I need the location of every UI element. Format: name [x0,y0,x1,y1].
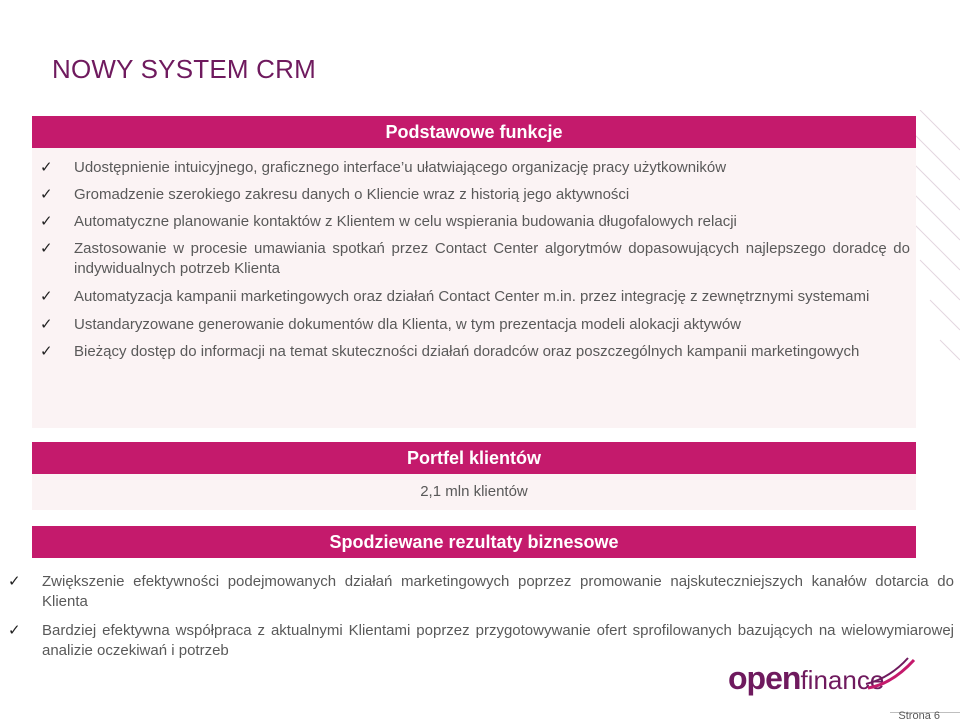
list-item: ✓ Bieżący dostęp do informacji na temat skuteczności działań doradców oraz poszczególnych kampanii marketingowych [40,343,860,360]
checkmark-icon: ✓ [8,622,21,639]
list-item: ✓ Automatyzacja kampanii marketingowych oraz działań Contact Center m.in. przez integrację z zewnętrznymi systemami [40,288,870,305]
list-item: ✓ Zastosowanie w procesie umawiania spotkań przez Contact Center algorytmów dopasowujących najlepszego doradcę do indywidualnych potrzeb Klienta [40,240,910,277]
section-heading-client-portfolio [32,442,916,474]
section-heading-expected-results [32,526,916,558]
checkmark-icon: ✓ [40,213,53,230]
section-heading-label: Spodziewane rezultaty biznesowe [329,532,619,552]
expected-results-list [0,572,960,670]
logo-finance: finance [800,665,885,695]
open-finance-logo [728,660,884,700]
checkmark-icon: ✓ [40,240,53,257]
list-item: ✓ Udostępnienie intuicyjnego, graficznego interface’u ułatwiającego organizację pracy użytkowników [40,159,727,176]
checkmark-icon: ✓ [8,573,21,590]
section-heading-basic-functions [32,116,916,148]
checkmark-icon: ✓ [40,186,53,203]
list-item: ✓ Ustandaryzowane generowanie dokumentów dla Klienta, w tym prezentacja modeli alokacji aktywów [40,316,742,333]
section-heading-label: Portfel klientów [406,448,541,468]
page-title: NOWY SYSTEM CRM [52,54,316,84]
checkmark-icon: ✓ [40,316,53,333]
list-item: ✓ Zwiększenie efektywności podejmowanych działań marketingowych poprzez promowanie najskuteczniejszych kanałów dotarcia do Klienta [8,573,954,610]
logo-open: open [728,660,801,696]
section-heading-label: Podstawowe funkcje [385,122,563,142]
list-item: ✓ Gromadzenie szerokiego zakresu danych o Kliencie wraz z historią jego aktywności [40,186,630,203]
page-number: Strona 6 [898,710,940,722]
client-count: 2,1 mln klientów [420,483,528,500]
basic-functions-list [32,158,916,370]
list-item: ✓ Bardziej efektywna współpraca z aktualnymi Klientami poprzez przygotowywanie ofert sprofilowanych bazujących na wielowymiarowej analizie oczekiwań i potrzeb [8,622,954,659]
checkmark-icon: ✓ [40,288,53,305]
client-portfolio-panel [32,474,916,510]
checkmark-icon: ✓ [40,159,53,176]
checkmark-icon: ✓ [40,343,53,360]
logo-arc-icon [862,654,922,694]
list-item: ✓ Automatyczne planowanie kontaktów z Klientem w celu wspierania budowania długofalowych relacji [40,213,737,230]
